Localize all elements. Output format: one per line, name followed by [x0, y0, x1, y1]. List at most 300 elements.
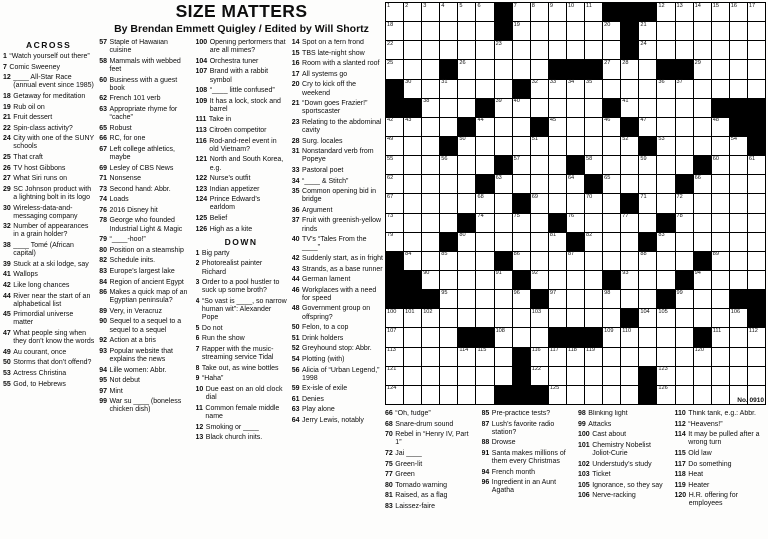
grid-cell[interactable]	[531, 80, 548, 98]
grid-cell[interactable]	[603, 175, 620, 193]
grid-cell[interactable]	[458, 137, 475, 155]
grid-cell[interactable]	[657, 194, 674, 212]
grid-cell[interactable]	[585, 252, 602, 270]
grid-cell[interactable]	[585, 290, 602, 308]
grid-cell[interactable]	[386, 233, 403, 251]
grid-cell[interactable]	[495, 80, 512, 98]
grid-cell[interactable]	[621, 386, 638, 404]
grid-cell[interactable]	[621, 290, 638, 308]
grid-cell[interactable]	[404, 386, 421, 404]
grid-cell[interactable]	[495, 99, 512, 117]
grid-cell[interactable]	[676, 252, 693, 270]
grid-cell[interactable]	[748, 252, 765, 270]
grid-cell[interactable]	[748, 175, 765, 193]
grid-cell[interactable]	[676, 99, 693, 117]
grid-cell[interactable]	[495, 328, 512, 346]
grid-cell[interactable]	[585, 3, 602, 21]
grid-cell[interactable]	[404, 137, 421, 155]
grid-cell[interactable]	[567, 99, 584, 117]
grid-cell[interactable]	[585, 367, 602, 385]
grid-cell[interactable]	[422, 271, 439, 289]
grid-cell[interactable]	[513, 252, 530, 270]
grid-cell[interactable]	[585, 214, 602, 232]
grid-cell[interactable]	[639, 156, 656, 174]
grid-cell[interactable]	[476, 271, 493, 289]
grid-cell[interactable]	[567, 214, 584, 232]
grid-cell[interactable]	[585, 80, 602, 98]
grid-cell[interactable]	[639, 309, 656, 327]
grid-cell[interactable]	[440, 22, 457, 40]
grid-cell[interactable]	[639, 41, 656, 59]
grid-cell[interactable]	[458, 367, 475, 385]
grid-cell[interactable]	[694, 60, 711, 78]
grid-cell[interactable]	[495, 214, 512, 232]
grid-cell[interactable]	[730, 328, 747, 346]
grid-cell[interactable]	[730, 233, 747, 251]
grid-cell[interactable]	[639, 348, 656, 366]
grid-cell[interactable]	[531, 99, 548, 117]
grid-cell[interactable]	[404, 80, 421, 98]
grid-cell[interactable]	[657, 233, 674, 251]
grid-cell[interactable]	[657, 367, 674, 385]
grid-cell[interactable]	[422, 41, 439, 59]
grid-cell[interactable]	[567, 22, 584, 40]
grid-cell[interactable]	[531, 22, 548, 40]
grid-cell[interactable]	[639, 194, 656, 212]
grid-cell[interactable]	[657, 137, 674, 155]
grid-cell[interactable]	[712, 328, 729, 346]
grid-cell[interactable]	[567, 118, 584, 136]
grid-cell[interactable]	[621, 328, 638, 346]
grid-cell[interactable]	[422, 3, 439, 21]
grid-cell[interactable]	[549, 271, 566, 289]
grid-cell[interactable]	[386, 175, 403, 193]
grid-cell[interactable]	[748, 214, 765, 232]
grid-cell[interactable]	[657, 156, 674, 174]
grid-cell[interactable]	[676, 22, 693, 40]
grid-cell[interactable]	[386, 194, 403, 212]
grid-cell[interactable]	[404, 22, 421, 40]
grid-cell[interactable]	[730, 194, 747, 212]
grid-cell[interactable]	[657, 386, 674, 404]
grid-cell[interactable]	[621, 99, 638, 117]
grid-cell[interactable]	[712, 41, 729, 59]
grid-cell[interactable]	[422, 214, 439, 232]
grid-cell[interactable]	[585, 348, 602, 366]
grid-cell[interactable]	[513, 137, 530, 155]
grid-cell[interactable]	[549, 118, 566, 136]
grid-cell[interactable]	[549, 137, 566, 155]
grid-cell[interactable]	[694, 118, 711, 136]
grid-cell[interactable]	[495, 348, 512, 366]
grid-cell[interactable]	[513, 22, 530, 40]
grid-cell[interactable]	[386, 118, 403, 136]
grid-cell[interactable]	[621, 60, 638, 78]
grid-cell[interactable]	[476, 22, 493, 40]
grid-cell[interactable]	[621, 233, 638, 251]
grid-cell[interactable]	[676, 367, 693, 385]
grid-cell[interactable]	[748, 328, 765, 346]
grid-cell[interactable]	[422, 99, 439, 117]
grid-cell[interactable]	[676, 309, 693, 327]
grid-cell[interactable]	[657, 118, 674, 136]
grid-cell[interactable]	[621, 156, 638, 174]
grid-cell[interactable]	[585, 137, 602, 155]
grid-cell[interactable]	[440, 290, 457, 308]
grid-cell[interactable]	[386, 328, 403, 346]
grid-cell[interactable]	[549, 194, 566, 212]
grid-cell[interactable]	[567, 348, 584, 366]
grid-cell[interactable]	[694, 137, 711, 155]
grid-cell[interactable]	[549, 233, 566, 251]
grid-cell[interactable]	[404, 194, 421, 212]
grid-cell[interactable]	[730, 60, 747, 78]
grid-cell[interactable]	[748, 60, 765, 78]
grid-cell[interactable]	[712, 60, 729, 78]
grid-cell[interactable]	[567, 175, 584, 193]
grid-cell[interactable]	[531, 137, 548, 155]
grid-cell[interactable]	[748, 233, 765, 251]
grid-cell[interactable]	[694, 99, 711, 117]
grid-cell[interactable]	[422, 60, 439, 78]
grid-cell[interactable]	[422, 194, 439, 212]
grid-cell[interactable]	[440, 214, 457, 232]
grid-cell[interactable]	[730, 252, 747, 270]
grid-cell[interactable]	[531, 252, 548, 270]
grid-cell[interactable]	[603, 22, 620, 40]
grid-cell[interactable]	[440, 41, 457, 59]
grid-cell[interactable]	[621, 271, 638, 289]
grid-cell[interactable]	[712, 367, 729, 385]
grid-cell[interactable]	[567, 386, 584, 404]
grid-cell[interactable]	[730, 214, 747, 232]
grid-cell[interactable]	[712, 290, 729, 308]
grid-cell[interactable]	[549, 386, 566, 404]
grid-cell[interactable]	[676, 137, 693, 155]
grid-cell[interactable]	[712, 309, 729, 327]
grid-cell[interactable]	[549, 252, 566, 270]
grid-cell[interactable]	[712, 214, 729, 232]
grid-cell[interactable]	[422, 118, 439, 136]
grid-cell[interactable]	[676, 3, 693, 21]
grid-cell[interactable]	[639, 118, 656, 136]
grid-cell[interactable]	[567, 80, 584, 98]
grid-cell[interactable]	[513, 156, 530, 174]
grid-cell[interactable]	[440, 252, 457, 270]
grid-cell[interactable]	[549, 80, 566, 98]
grid-cell[interactable]	[404, 3, 421, 21]
grid-cell[interactable]	[621, 175, 638, 193]
grid-cell[interactable]	[513, 309, 530, 327]
grid-cell[interactable]	[694, 309, 711, 327]
grid-cell[interactable]	[476, 367, 493, 385]
grid-cell[interactable]	[440, 386, 457, 404]
grid-cell[interactable]	[404, 309, 421, 327]
grid-cell[interactable]	[676, 156, 693, 174]
grid-cell[interactable]	[386, 22, 403, 40]
grid-cell[interactable]	[386, 60, 403, 78]
grid-cell[interactable]	[422, 137, 439, 155]
grid-cell[interactable]	[458, 233, 475, 251]
grid-cell[interactable]	[513, 3, 530, 21]
grid-cell[interactable]	[603, 214, 620, 232]
grid-cell[interactable]	[676, 233, 693, 251]
grid-cell[interactable]	[676, 386, 693, 404]
grid-cell[interactable]	[458, 80, 475, 98]
grid-cell[interactable]	[476, 233, 493, 251]
grid-cell[interactable]	[458, 290, 475, 308]
grid-cell[interactable]	[639, 290, 656, 308]
grid-cell[interactable]	[440, 328, 457, 346]
grid-cell[interactable]	[639, 22, 656, 40]
grid-cell[interactable]	[549, 41, 566, 59]
grid-cell[interactable]	[748, 3, 765, 21]
grid-cell[interactable]	[531, 271, 548, 289]
grid-cell[interactable]	[567, 271, 584, 289]
grid-cell[interactable]	[730, 80, 747, 98]
grid-cell[interactable]	[748, 22, 765, 40]
grid-cell[interactable]	[422, 22, 439, 40]
grid-cell[interactable]	[404, 214, 421, 232]
grid-cell[interactable]	[712, 194, 729, 212]
grid-cell[interactable]	[513, 99, 530, 117]
grid-cell[interactable]	[639, 99, 656, 117]
grid-cell[interactable]	[567, 41, 584, 59]
grid-cell[interactable]	[694, 271, 711, 289]
grid-cell[interactable]	[495, 194, 512, 212]
grid-cell[interactable]	[531, 309, 548, 327]
grid-cell[interactable]	[513, 175, 530, 193]
grid-cell[interactable]	[386, 386, 403, 404]
grid-cell[interactable]	[458, 22, 475, 40]
grid-cell[interactable]	[603, 367, 620, 385]
grid-cell[interactable]	[694, 290, 711, 308]
grid-cell[interactable]	[476, 252, 493, 270]
grid-cell[interactable]	[476, 194, 493, 212]
grid-cell[interactable]	[603, 194, 620, 212]
grid-cell[interactable]	[603, 309, 620, 327]
grid-cell[interactable]	[531, 233, 548, 251]
grid-cell[interactable]	[657, 271, 674, 289]
grid-cell[interactable]	[657, 22, 674, 40]
grid-cell[interactable]	[621, 137, 638, 155]
grid-cell[interactable]	[657, 3, 674, 21]
grid-cell[interactable]	[694, 367, 711, 385]
grid-cell[interactable]	[694, 3, 711, 21]
grid-cell[interactable]	[712, 175, 729, 193]
grid-cell[interactable]	[585, 118, 602, 136]
grid-cell[interactable]	[549, 99, 566, 117]
grid-cell[interactable]	[585, 156, 602, 174]
grid-cell[interactable]	[730, 22, 747, 40]
grid-cell[interactable]	[440, 99, 457, 117]
grid-cell[interactable]	[694, 214, 711, 232]
grid-cell[interactable]	[476, 214, 493, 232]
grid-cell[interactable]	[440, 3, 457, 21]
grid-cell[interactable]	[621, 367, 638, 385]
grid-cell[interactable]	[386, 41, 403, 59]
grid-cell[interactable]	[404, 156, 421, 174]
grid-cell[interactable]	[386, 348, 403, 366]
grid-cell[interactable]	[476, 60, 493, 78]
grid-cell[interactable]	[458, 348, 475, 366]
grid-cell[interactable]	[531, 328, 548, 346]
grid-cell[interactable]	[567, 137, 584, 155]
grid-cell[interactable]	[495, 137, 512, 155]
grid-cell[interactable]	[639, 271, 656, 289]
grid-cell[interactable]	[440, 271, 457, 289]
grid-cell[interactable]	[639, 252, 656, 270]
grid-cell[interactable]	[748, 80, 765, 98]
grid-cell[interactable]	[657, 99, 674, 117]
grid-cell[interactable]	[567, 367, 584, 385]
grid-cell[interactable]	[531, 60, 548, 78]
grid-cell[interactable]	[422, 156, 439, 174]
grid-cell[interactable]	[422, 348, 439, 366]
grid-cell[interactable]	[603, 328, 620, 346]
grid-cell[interactable]	[422, 309, 439, 327]
grid-cell[interactable]	[676, 348, 693, 366]
grid-cell[interactable]	[603, 60, 620, 78]
grid-cell[interactable]	[712, 252, 729, 270]
grid-cell[interactable]	[676, 194, 693, 212]
grid-cell[interactable]	[712, 271, 729, 289]
grid-cell[interactable]	[603, 137, 620, 155]
grid-cell[interactable]	[476, 41, 493, 59]
grid-cell[interactable]	[440, 194, 457, 212]
grid-cell[interactable]	[404, 41, 421, 59]
grid-cell[interactable]	[639, 60, 656, 78]
grid-cell[interactable]	[440, 118, 457, 136]
grid-cell[interactable]	[531, 3, 548, 21]
grid-cell[interactable]	[694, 194, 711, 212]
grid-cell[interactable]	[712, 3, 729, 21]
grid-cell[interactable]	[567, 290, 584, 308]
grid-cell[interactable]	[476, 290, 493, 308]
grid-cell[interactable]	[712, 22, 729, 40]
grid-cell[interactable]	[712, 233, 729, 251]
grid-cell[interactable]	[513, 41, 530, 59]
grid-cell[interactable]	[585, 233, 602, 251]
grid-cell[interactable]	[730, 309, 747, 327]
grid-cell[interactable]	[730, 3, 747, 21]
grid-cell[interactable]	[458, 271, 475, 289]
grid-cell[interactable]	[712, 118, 729, 136]
grid-cell[interactable]	[422, 252, 439, 270]
grid-cell[interactable]	[639, 328, 656, 346]
grid-cell[interactable]	[603, 386, 620, 404]
grid-cell[interactable]	[513, 328, 530, 346]
grid-cell[interactable]	[694, 22, 711, 40]
grid-cell[interactable]	[585, 309, 602, 327]
grid-cell[interactable]	[476, 3, 493, 21]
grid-cell[interactable]	[495, 41, 512, 59]
grid-cell[interactable]	[386, 367, 403, 385]
grid-cell[interactable]	[549, 348, 566, 366]
grid-cell[interactable]	[440, 309, 457, 327]
grid-cell[interactable]	[422, 367, 439, 385]
grid-cell[interactable]	[404, 118, 421, 136]
grid-cell[interactable]	[458, 175, 475, 193]
grid-cell[interactable]	[657, 328, 674, 346]
grid-cell[interactable]	[404, 60, 421, 78]
grid-cell[interactable]	[621, 252, 638, 270]
grid-cell[interactable]	[422, 175, 439, 193]
grid-cell[interactable]	[549, 156, 566, 174]
grid-cell[interactable]	[404, 328, 421, 346]
grid-cell[interactable]	[676, 214, 693, 232]
grid-cell[interactable]	[495, 60, 512, 78]
grid-cell[interactable]	[657, 80, 674, 98]
grid-cell[interactable]	[549, 22, 566, 40]
grid-cell[interactable]	[585, 386, 602, 404]
grid-cell[interactable]	[386, 309, 403, 327]
grid-cell[interactable]	[440, 367, 457, 385]
grid-cell[interactable]	[458, 386, 475, 404]
grid-cell[interactable]	[476, 156, 493, 174]
grid-cell[interactable]	[748, 271, 765, 289]
grid-cell[interactable]	[531, 348, 548, 366]
grid-cell[interactable]	[531, 367, 548, 385]
grid-cell[interactable]	[603, 41, 620, 59]
grid-cell[interactable]	[730, 175, 747, 193]
grid-cell[interactable]	[621, 348, 638, 366]
grid-cell[interactable]	[404, 252, 421, 270]
grid-cell[interactable]	[549, 290, 566, 308]
grid-cell[interactable]	[585, 99, 602, 117]
grid-cell[interactable]	[603, 252, 620, 270]
grid-cell[interactable]	[549, 175, 566, 193]
grid-cell[interactable]	[748, 367, 765, 385]
grid-cell[interactable]	[458, 3, 475, 21]
grid-cell[interactable]	[458, 252, 475, 270]
grid-cell[interactable]	[730, 41, 747, 59]
grid-cell[interactable]	[458, 41, 475, 59]
grid-cell[interactable]	[676, 41, 693, 59]
grid-cell[interactable]	[476, 386, 493, 404]
grid-cell[interactable]	[748, 156, 765, 174]
grid-cell[interactable]	[567, 194, 584, 212]
grid-cell[interactable]	[603, 80, 620, 98]
grid-cell[interactable]	[730, 137, 747, 155]
grid-cell[interactable]	[676, 328, 693, 346]
grid-cell[interactable]	[531, 175, 548, 193]
grid-cell[interactable]	[712, 156, 729, 174]
grid-cell[interactable]	[513, 290, 530, 308]
grid-cell[interactable]	[676, 118, 693, 136]
grid-cell[interactable]	[458, 60, 475, 78]
grid-cell[interactable]	[549, 309, 566, 327]
grid-cell[interactable]	[748, 194, 765, 212]
grid-cell[interactable]	[386, 3, 403, 21]
grid-cell[interactable]	[531, 41, 548, 59]
grid-cell[interactable]	[440, 348, 457, 366]
grid-cell[interactable]	[730, 271, 747, 289]
grid-cell[interactable]	[657, 252, 674, 270]
grid-cell[interactable]	[386, 137, 403, 155]
grid-cell[interactable]	[676, 290, 693, 308]
grid-cell[interactable]	[513, 233, 530, 251]
grid-cell[interactable]	[694, 41, 711, 59]
grid-cell[interactable]	[585, 194, 602, 212]
grid-cell[interactable]	[639, 175, 656, 193]
grid-cell[interactable]	[531, 194, 548, 212]
grid-cell[interactable]	[476, 137, 493, 155]
grid-cell[interactable]	[730, 367, 747, 385]
grid-cell[interactable]	[567, 309, 584, 327]
grid-cell[interactable]	[621, 80, 638, 98]
grid-cell[interactable]	[495, 118, 512, 136]
